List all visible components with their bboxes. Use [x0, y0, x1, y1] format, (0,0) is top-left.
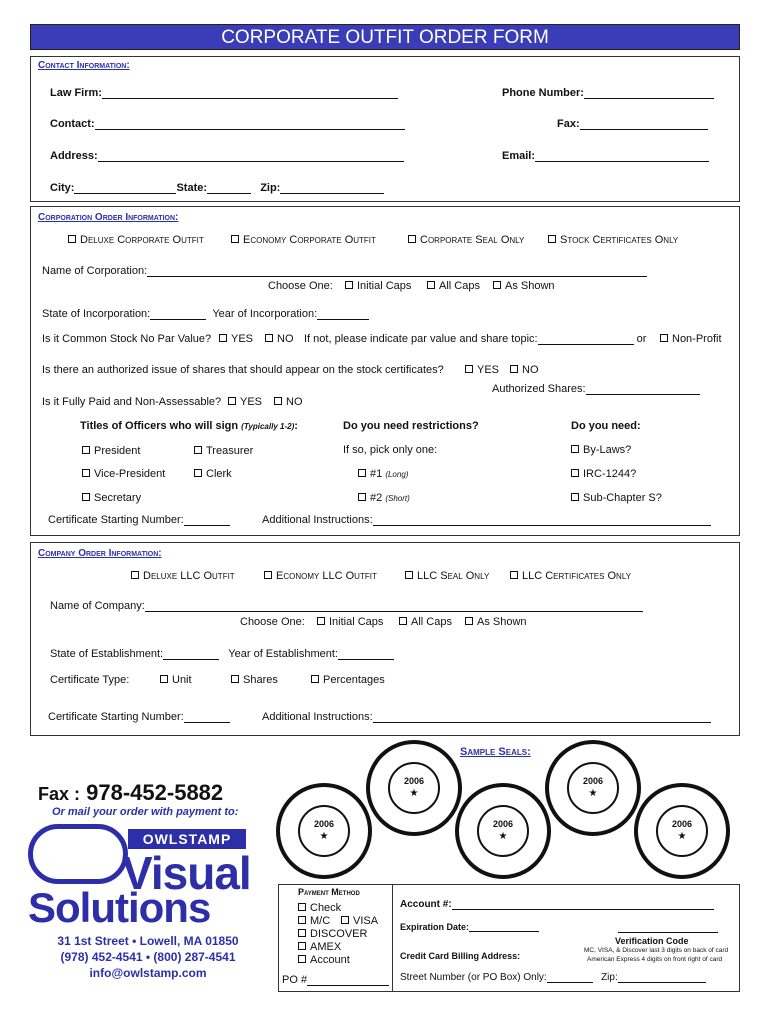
checkbox[interactable]: [548, 235, 556, 243]
llc-caps-all[interactable]: All Caps: [399, 616, 452, 628]
restriction-1[interactable]: #1 (Long): [358, 468, 408, 480]
corp-outfit-economy[interactable]: Economy Corporate Outfit: [231, 234, 376, 246]
restrictions-sub: If so, pick only one:: [343, 444, 438, 456]
checkbox[interactable]: [571, 445, 579, 453]
corp-caps-initial[interactable]: Initial Caps: [345, 280, 411, 292]
corp-caps-as-shown[interactable]: As Shown: [493, 280, 555, 292]
checkbox[interactable]: [358, 469, 366, 477]
verification-label: Verification Code: [615, 936, 689, 946]
corp-cert-start-field[interactable]: Certificate Starting Number:: [48, 514, 230, 526]
corp-seal-only[interactable]: Corporate Seal Only: [408, 234, 524, 246]
need-irc[interactable]: IRC-1244?: [571, 468, 636, 480]
account-field[interactable]: Account #:: [400, 899, 714, 910]
common-stock-no[interactable]: NO: [265, 333, 294, 345]
company-heading: Company Order Information:: [38, 548, 162, 559]
payment-divider: [392, 884, 393, 992]
checkbox[interactable]: [228, 397, 236, 405]
expiration-field[interactable]: Expiration Date:: [400, 922, 539, 932]
address-field[interactable]: Address:: [50, 150, 404, 162]
checkbox[interactable]: [493, 281, 501, 289]
seal-icon: 2006 ★: [455, 783, 551, 879]
company-name-field[interactable]: Name of Company:: [50, 600, 643, 612]
llc-outfit-deluxe[interactable]: Deluxe LLC Outfit: [131, 570, 235, 582]
checkbox[interactable]: [465, 365, 473, 373]
llc-seal-only[interactable]: LLC Seal Only: [405, 570, 489, 582]
corp-stock-certs-only[interactable]: Stock Certificates Only: [548, 234, 678, 246]
form-title: CORPORATE OUTFIT ORDER FORM: [30, 24, 740, 50]
paid-question: Is it Fully Paid and Non-Assessable?: [42, 396, 222, 408]
fax-number: Fax : 978-452-5882: [38, 780, 224, 805]
brand-solutions: Solutions: [28, 884, 211, 931]
brand-email[interactable]: info@owlstamp.com: [89, 966, 207, 980]
phone-field[interactable]: Phone Number:: [502, 87, 714, 99]
checkbox[interactable]: [408, 235, 416, 243]
contact-heading: Contact Information:: [38, 60, 130, 71]
paid-yes[interactable]: YES: [228, 396, 262, 408]
llc-choose-one: Choose One:: [240, 616, 305, 628]
checkbox[interactable]: [358, 493, 366, 501]
brand-phones: (978) 452-4541 • (800) 287-4541: [60, 950, 236, 964]
checkbox[interactable]: [82, 469, 90, 477]
checkbox[interactable]: [264, 571, 272, 579]
checkbox[interactable]: [219, 334, 227, 342]
cert-type-percentages[interactable]: Percentages: [311, 674, 385, 686]
checkbox[interactable]: [298, 916, 306, 924]
checkbox[interactable]: [465, 617, 473, 625]
checkbox[interactable]: [160, 675, 168, 683]
checkbox[interactable]: [231, 235, 239, 243]
checkbox[interactable]: [317, 617, 325, 625]
officer-treasurer[interactable]: Treasurer: [194, 445, 253, 457]
pay-account[interactable]: Account: [298, 954, 350, 966]
llc-caps-as-shown[interactable]: As Shown: [465, 616, 527, 628]
pay-amex[interactable]: AMEX: [298, 941, 341, 953]
owlstamp-logo: OWLSTAMP: [128, 829, 246, 849]
restriction-2[interactable]: #2 (Short): [358, 492, 410, 504]
seal-icon: 2006 ★: [545, 740, 641, 836]
corp-outfit-deluxe[interactable]: Deluxe Corporate Outfit: [68, 234, 204, 246]
checkbox[interactable]: [274, 397, 282, 405]
pay-mc[interactable]: M/C: [298, 915, 330, 927]
cert-type-unit[interactable]: Unit: [160, 674, 192, 686]
brand-address: 31 1st Street • Lowell, MA 01850: [57, 934, 239, 948]
payment-heading: Payment Method: [298, 887, 360, 897]
checkbox[interactable]: [82, 446, 90, 454]
checkbox[interactable]: [341, 916, 349, 924]
llc-additional-field[interactable]: Additional Instructions:: [262, 711, 711, 723]
fax-field[interactable]: Fax:: [557, 118, 708, 130]
authorized-shares-field[interactable]: Authorized Shares:: [492, 383, 700, 395]
seal-icon: 2006 ★: [366, 740, 462, 836]
checkbox[interactable]: [571, 469, 579, 477]
authorized-question: Is there an authorized issue of shares that should appear on the stock certificates?: [42, 364, 444, 376]
checkbox[interactable]: [427, 281, 435, 289]
verification-note-2: American Express 4 digits on front right of card: [587, 956, 723, 963]
corp-additional-field[interactable]: Additional Instructions:: [262, 514, 711, 526]
checkbox[interactable]: [265, 334, 273, 342]
sample-seals-label: Sample Seals:: [460, 746, 531, 758]
state-establishment-field[interactable]: State of Establishment: Year of Establishment:: [50, 648, 394, 660]
llc-outfit-economy[interactable]: Economy LLC Outfit: [264, 570, 377, 582]
corporation-name-field[interactable]: Name of Corporation:: [42, 265, 647, 277]
llc-certs-only[interactable]: LLC Certificates Only: [510, 570, 631, 582]
need-title: Do you need:: [571, 420, 641, 432]
authorized-no[interactable]: NO: [510, 364, 539, 376]
llc-caps-initial[interactable]: Initial Caps: [317, 616, 383, 628]
checkbox[interactable]: [510, 365, 518, 373]
verification-line: [618, 932, 718, 933]
checkbox[interactable]: [298, 942, 306, 950]
officer-vice-president[interactable]: Vice-President: [82, 468, 165, 480]
checkbox[interactable]: [231, 675, 239, 683]
common-stock-question: Is it Common Stock No Par Value?: [42, 333, 212, 345]
checkbox[interactable]: [399, 617, 407, 625]
pay-discover[interactable]: DISCOVER: [298, 928, 367, 940]
po-field[interactable]: PO #: [282, 974, 389, 986]
paid-no[interactable]: NO: [274, 396, 303, 408]
checkbox[interactable]: [510, 571, 518, 579]
checkbox[interactable]: [345, 281, 353, 289]
officer-president[interactable]: President: [82, 445, 140, 457]
city-state-zip-field[interactable]: City: State: Zip:: [50, 182, 384, 194]
cert-type-shares[interactable]: Shares: [231, 674, 278, 686]
corp-caps-all[interactable]: All Caps: [427, 280, 480, 292]
authorized-yes[interactable]: YES: [465, 364, 499, 376]
officer-secretary[interactable]: Secretary: [82, 492, 141, 504]
checkbox[interactable]: [405, 571, 413, 579]
mail-instruction: Or mail your order with payment to:: [52, 806, 239, 818]
par-value-field[interactable]: If not, please indicate par value and share topic: or: [304, 333, 647, 345]
contact-field[interactable]: Contact:: [50, 118, 405, 130]
officer-clerk[interactable]: Clerk: [194, 468, 232, 480]
checkbox[interactable]: [131, 571, 139, 579]
pay-check[interactable]: Check: [298, 902, 341, 914]
checkbox[interactable]: [298, 903, 306, 911]
checkbox[interactable]: [194, 446, 202, 454]
seal-icon: 2006 ★: [276, 783, 372, 879]
llc-cert-start-field[interactable]: Certificate Starting Number:: [48, 711, 230, 723]
brand-visual: Visual: [122, 847, 251, 899]
corp-choose-one: Choose One:: [268, 280, 333, 292]
need-bylaws[interactable]: By-Laws?: [571, 444, 631, 456]
need-sub-chapter-s[interactable]: Sub-Chapter S?: [571, 492, 662, 504]
seal-icon: 2006 ★: [634, 783, 730, 879]
pay-visa[interactable]: VISA: [341, 915, 378, 927]
verification-note-1: MC, VISA, & Discover last 3 digits on back of card: [584, 947, 729, 954]
checkbox[interactable]: [194, 469, 202, 477]
checkbox[interactable]: [68, 235, 76, 243]
corporation-heading: Corporation Order Information:: [38, 212, 179, 223]
email-field[interactable]: Email:: [502, 150, 709, 162]
cert-type-label: Certificate Type:: [50, 674, 130, 686]
restrictions-title: Do you need restrictions?: [343, 420, 479, 432]
checkbox[interactable]: [298, 955, 306, 963]
law-firm-field[interactable]: Law Firm:: [50, 87, 398, 99]
officers-title: Titles of Officers who will sign (Typically 1-2):: [80, 420, 298, 432]
checkbox[interactable]: [82, 493, 90, 501]
billing-label: Credit Card Billing Address:: [400, 951, 521, 961]
checkbox[interactable]: [311, 675, 319, 683]
state-incorporation-field[interactable]: State of Incorporation: Year of Incorporation:: [42, 308, 369, 320]
street-field[interactable]: Street Number (or PO Box) Only: Zip:: [400, 972, 706, 983]
non-profit-option[interactable]: Non-Profit: [660, 333, 722, 345]
checkbox[interactable]: [660, 334, 668, 342]
owl-logo-icon: [28, 824, 128, 884]
checkbox[interactable]: [571, 493, 579, 501]
common-stock-yes[interactable]: YES: [219, 333, 253, 345]
checkbox[interactable]: [298, 929, 306, 937]
